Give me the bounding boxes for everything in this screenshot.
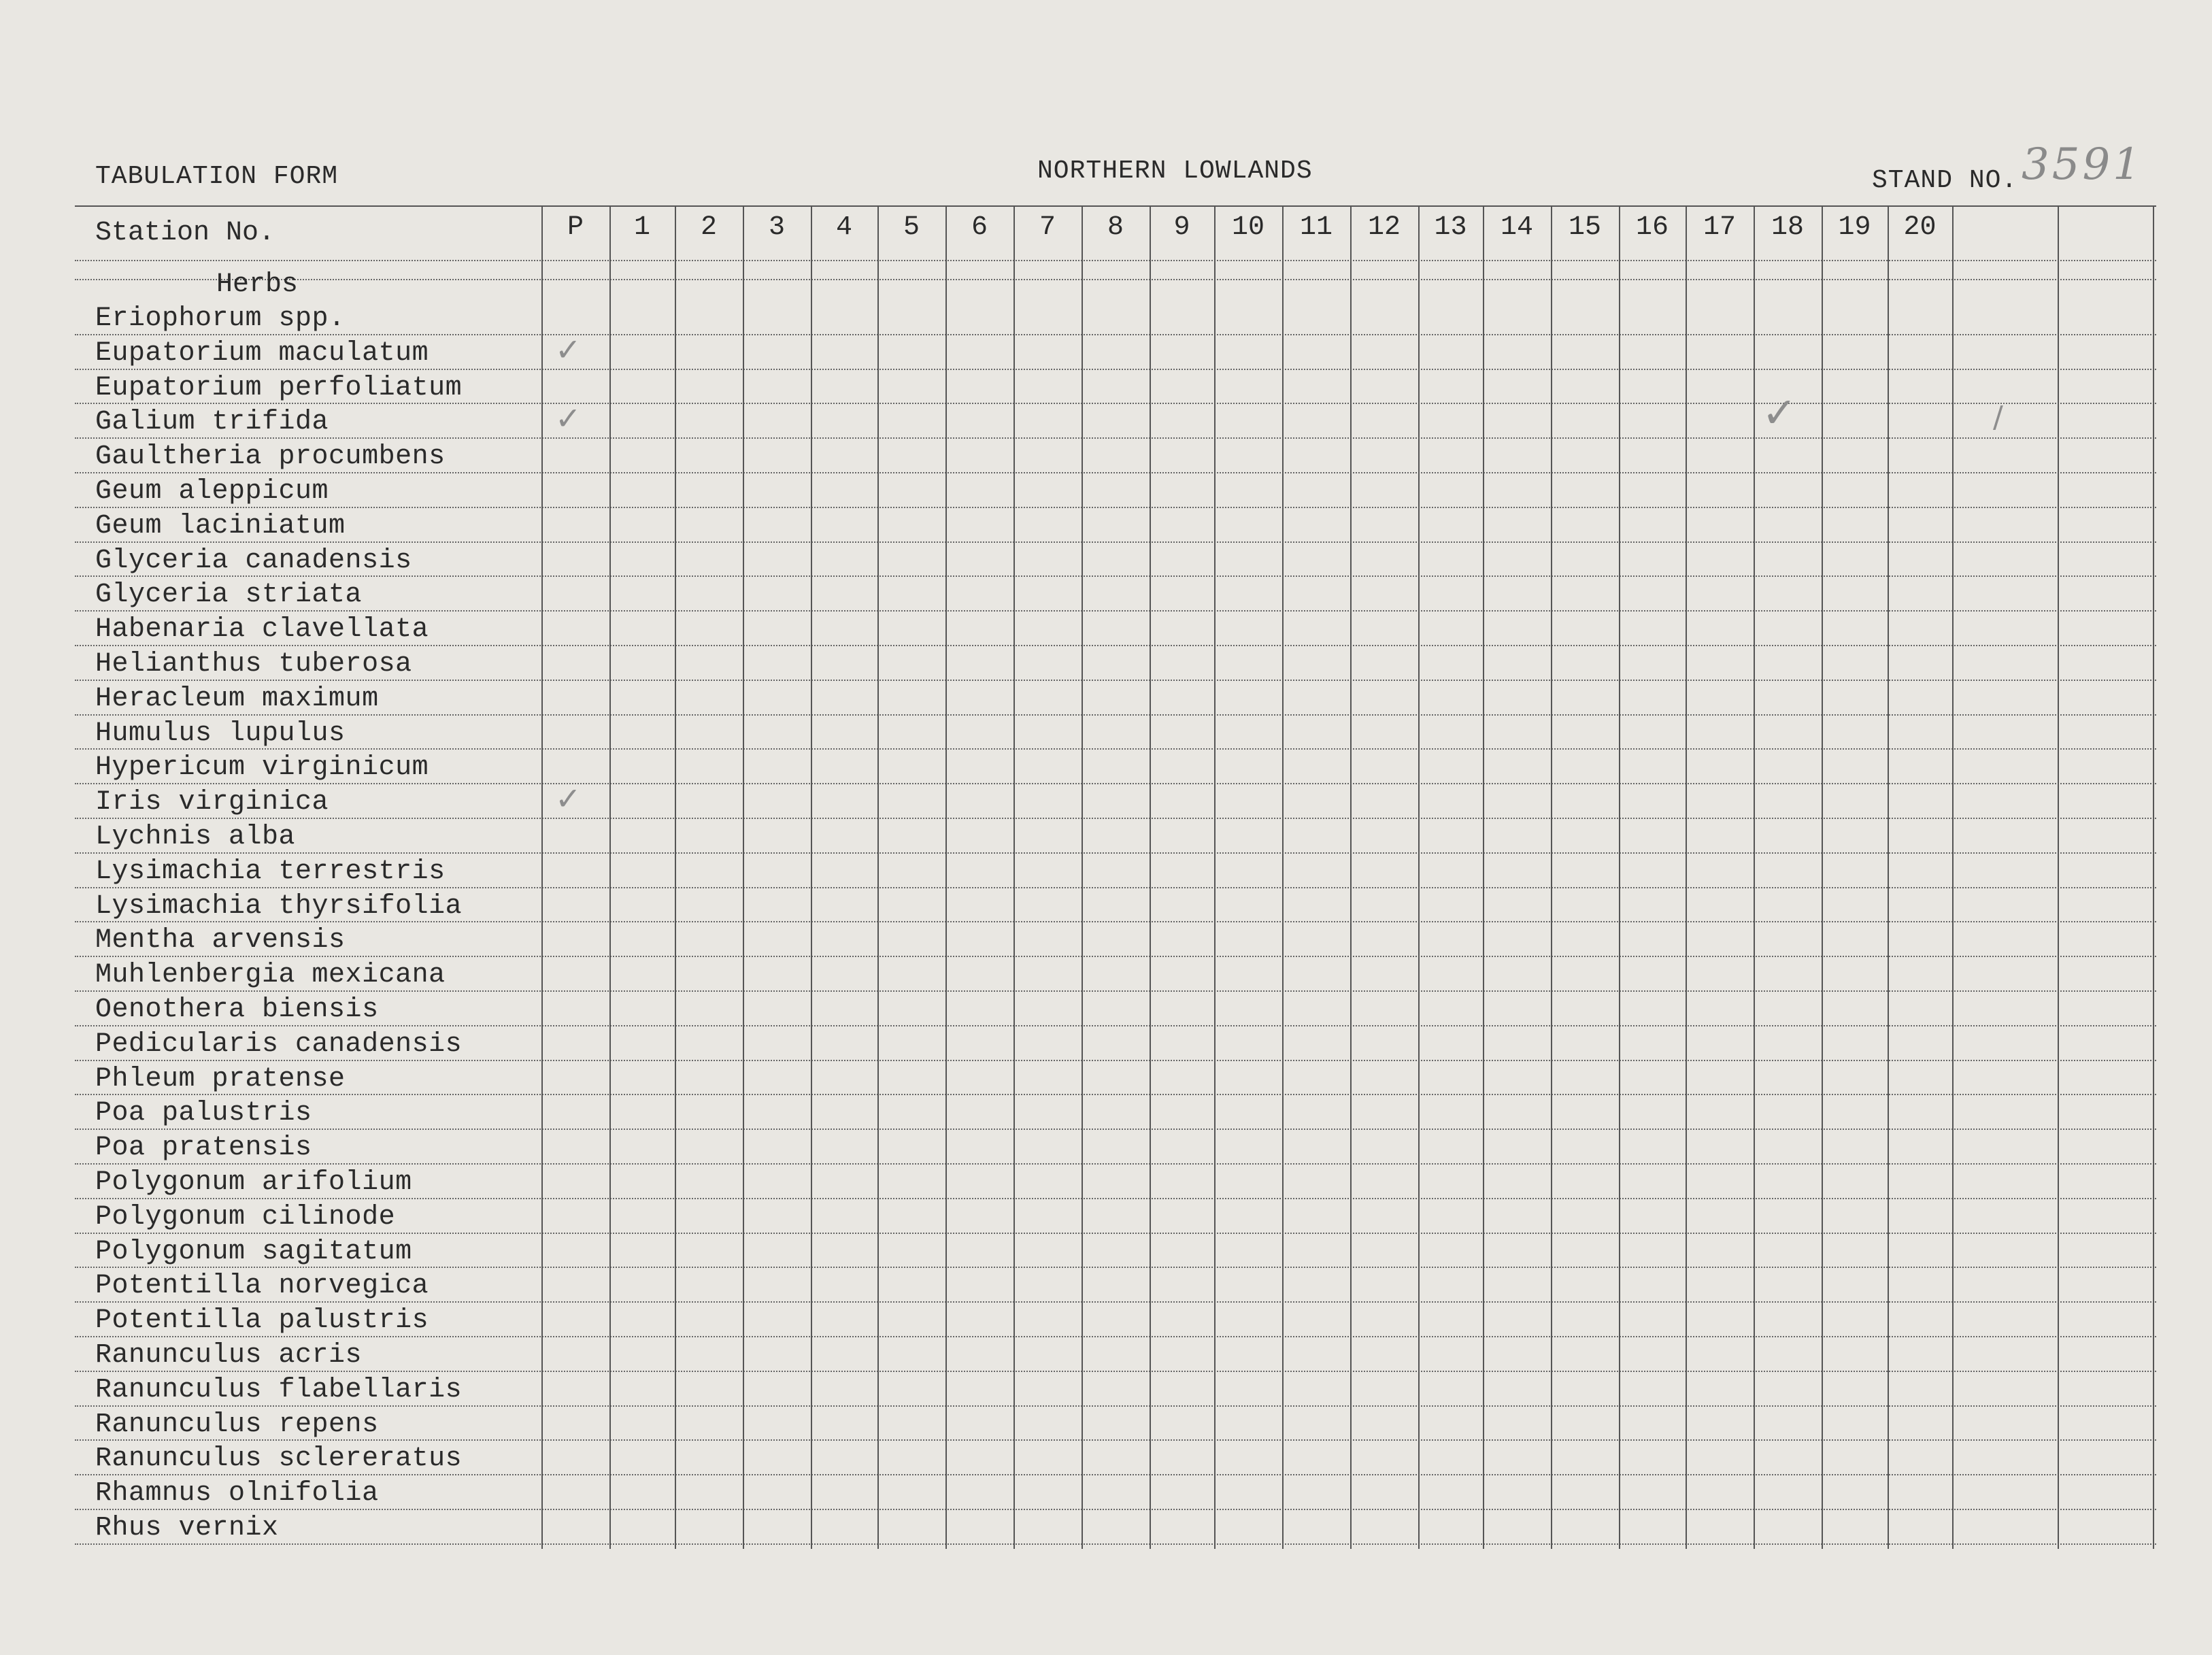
species-row-label: Rhus vernix xyxy=(95,1513,279,1543)
row-divider xyxy=(75,1198,2156,1199)
station-header-18: 18 xyxy=(1771,212,1804,243)
station-header-4: 4 xyxy=(835,212,852,243)
column-divider xyxy=(1483,205,1484,1549)
row-divider xyxy=(75,472,2156,473)
species-row-label: Mentha arvensis xyxy=(95,925,346,956)
row-divider xyxy=(75,1509,2156,1510)
station-number-label: Station No. xyxy=(95,218,275,248)
section-herbs-heading: Herbs xyxy=(216,269,299,300)
column-divider xyxy=(1082,205,1083,1549)
species-row-label: Glyceria striata xyxy=(95,580,363,611)
column-divider xyxy=(877,205,879,1549)
species-row-label: Poa palustris xyxy=(95,1098,312,1129)
row-divider xyxy=(75,437,2156,439)
species-row-label: Humulus lupulus xyxy=(95,718,346,749)
species-row-label: Potentilla palustris xyxy=(95,1305,429,1337)
species-row-label: Ranunculus repens xyxy=(95,1409,379,1440)
species-row-label: Eupatorium perfoliatum xyxy=(95,372,463,403)
grid-top-rule xyxy=(75,205,2156,207)
species-row-label: Iris virginica xyxy=(95,787,329,818)
row-divider xyxy=(75,645,2156,646)
check-mark: / xyxy=(1993,400,2003,435)
column-divider xyxy=(1282,205,1284,1549)
check-mark: ✓ xyxy=(555,780,582,818)
station-header-15: 15 xyxy=(1568,212,1601,243)
row-divider xyxy=(75,887,2156,888)
species-row-label: Polygonum arifolium xyxy=(95,1167,412,1198)
row-divider xyxy=(75,921,2156,922)
row-divider xyxy=(75,1129,2156,1130)
row-divider xyxy=(75,852,2156,854)
row-divider xyxy=(75,990,2156,992)
row-divider xyxy=(75,1543,2156,1545)
column-divider xyxy=(811,205,812,1549)
column-divider xyxy=(1214,205,1216,1549)
check-mark: ✓ xyxy=(555,400,582,437)
column-divider xyxy=(1418,205,1420,1549)
species-row-label: Lysimachia terrestris xyxy=(95,856,446,887)
form-title: TABULATION FORM xyxy=(95,162,339,191)
station-header-1: 1 xyxy=(633,212,650,243)
station-header-17: 17 xyxy=(1703,212,1736,243)
row-divider xyxy=(75,541,2156,543)
station-header-20: 20 xyxy=(1903,212,1937,243)
column-divider xyxy=(609,205,611,1549)
row-divider xyxy=(75,1060,2156,1061)
station-header-11: 11 xyxy=(1299,212,1333,243)
row-divider xyxy=(75,1233,2156,1234)
check-mark: ✓ xyxy=(555,331,582,368)
column-divider xyxy=(1013,205,1015,1549)
column-divider xyxy=(1822,205,1823,1549)
stand-number-value: 3591 xyxy=(2022,139,2143,190)
row-divider xyxy=(75,1301,2156,1303)
station-header-5: 5 xyxy=(903,212,920,243)
row-divider xyxy=(75,610,2156,612)
column-divider xyxy=(1952,205,1954,1549)
row-divider xyxy=(75,575,2156,577)
species-row-label: Polygonum cilinode xyxy=(95,1201,396,1233)
station-header-6: 6 xyxy=(971,212,988,243)
column-divider xyxy=(1686,205,1687,1549)
species-row-label: Oenothera biensis xyxy=(95,994,379,1025)
row-divider xyxy=(75,1439,2156,1441)
column-divider xyxy=(541,205,543,1549)
column-divider xyxy=(1350,205,1352,1549)
station-header-7: 7 xyxy=(1039,212,1056,243)
station-header-14: 14 xyxy=(1500,212,1533,243)
species-row-label: Hypericum virginicum xyxy=(95,752,429,784)
species-row-label: Poa pratensis xyxy=(95,1133,312,1164)
check-mark: ✓ xyxy=(1762,388,1797,438)
row-divider xyxy=(75,748,2156,750)
species-row-label: Galium trifida xyxy=(95,407,329,438)
species-row-label: Lysimachia thyrsifolia xyxy=(95,890,463,922)
species-row-label: Pedicularis canadensis xyxy=(95,1029,463,1060)
species-row-label: Helianthus tuberosa xyxy=(95,649,412,680)
row-divider xyxy=(75,1405,2156,1407)
column-divider xyxy=(743,205,744,1549)
column-divider xyxy=(945,205,947,1549)
species-row-label: Ranunculus flabellaris xyxy=(95,1374,463,1405)
species-row-label: Habenaria clavellata xyxy=(95,614,429,646)
species-row-label: Eriophorum spp. xyxy=(95,303,346,334)
row-divider xyxy=(75,334,2156,335)
row-divider xyxy=(75,1094,2156,1095)
station-header-P: P xyxy=(567,212,584,243)
column-divider xyxy=(1150,205,1151,1549)
stand-number-label: STAND NO. xyxy=(1872,166,2018,195)
row-divider xyxy=(75,818,2156,819)
row-divider xyxy=(75,956,2156,957)
station-header-12: 12 xyxy=(1367,212,1401,243)
species-row-label: Rhamnus olnifolia xyxy=(95,1478,379,1509)
species-row-label: Glyceria canadensis xyxy=(95,545,412,576)
row-divider xyxy=(75,1371,2156,1372)
species-row-label: Gaultheria procumbens xyxy=(95,441,446,473)
row-divider xyxy=(75,1336,2156,1337)
station-header-16: 16 xyxy=(1635,212,1669,243)
row-divider xyxy=(75,680,2156,681)
station-header-8: 8 xyxy=(1107,212,1124,243)
section-divider xyxy=(75,279,2156,280)
station-header-3: 3 xyxy=(768,212,785,243)
species-row-label: Lychnis alba xyxy=(95,822,296,852)
column-divider xyxy=(1754,205,1755,1549)
column-divider xyxy=(1619,205,1620,1549)
column-divider xyxy=(2058,205,2059,1549)
species-row-label: Ranunculus sclereratus xyxy=(95,1443,463,1475)
column-divider xyxy=(1888,205,1889,1549)
column-divider xyxy=(675,205,676,1549)
row-divider xyxy=(75,1163,2156,1165)
species-row-label: Phleum pratense xyxy=(95,1063,346,1094)
species-row-label: Ranunculus acris xyxy=(95,1340,363,1371)
station-header-19: 19 xyxy=(1838,212,1871,243)
row-divider xyxy=(75,714,2156,716)
station-header-9: 9 xyxy=(1173,212,1190,243)
species-row-label: Polygonum sagitatum xyxy=(95,1236,412,1267)
species-row-label: Potentilla norvegica xyxy=(95,1271,429,1302)
row-divider xyxy=(75,507,2156,508)
row-divider xyxy=(75,1025,2156,1026)
species-row-label: Eupatorium maculatum xyxy=(95,337,429,369)
row-divider xyxy=(75,403,2156,404)
row-divider xyxy=(75,783,2156,784)
species-row-label: Geum aleppicum xyxy=(95,476,329,507)
station-header-2: 2 xyxy=(700,212,717,243)
region-title: NORTHERN LOWLANDS xyxy=(1037,156,1313,186)
species-row-label: Geum laciniatum xyxy=(95,510,346,541)
station-header-10: 10 xyxy=(1231,212,1264,243)
species-row-label: Muhlenbergia mexicana xyxy=(95,960,446,991)
column-divider xyxy=(1551,205,1552,1549)
row-divider xyxy=(75,1474,2156,1475)
row-divider xyxy=(75,1267,2156,1268)
column-divider xyxy=(2153,205,2154,1549)
station-header-13: 13 xyxy=(1434,212,1467,243)
row-divider xyxy=(75,369,2156,370)
species-row-label: Heracleum maximum xyxy=(95,683,379,714)
header-divider xyxy=(75,260,2156,261)
